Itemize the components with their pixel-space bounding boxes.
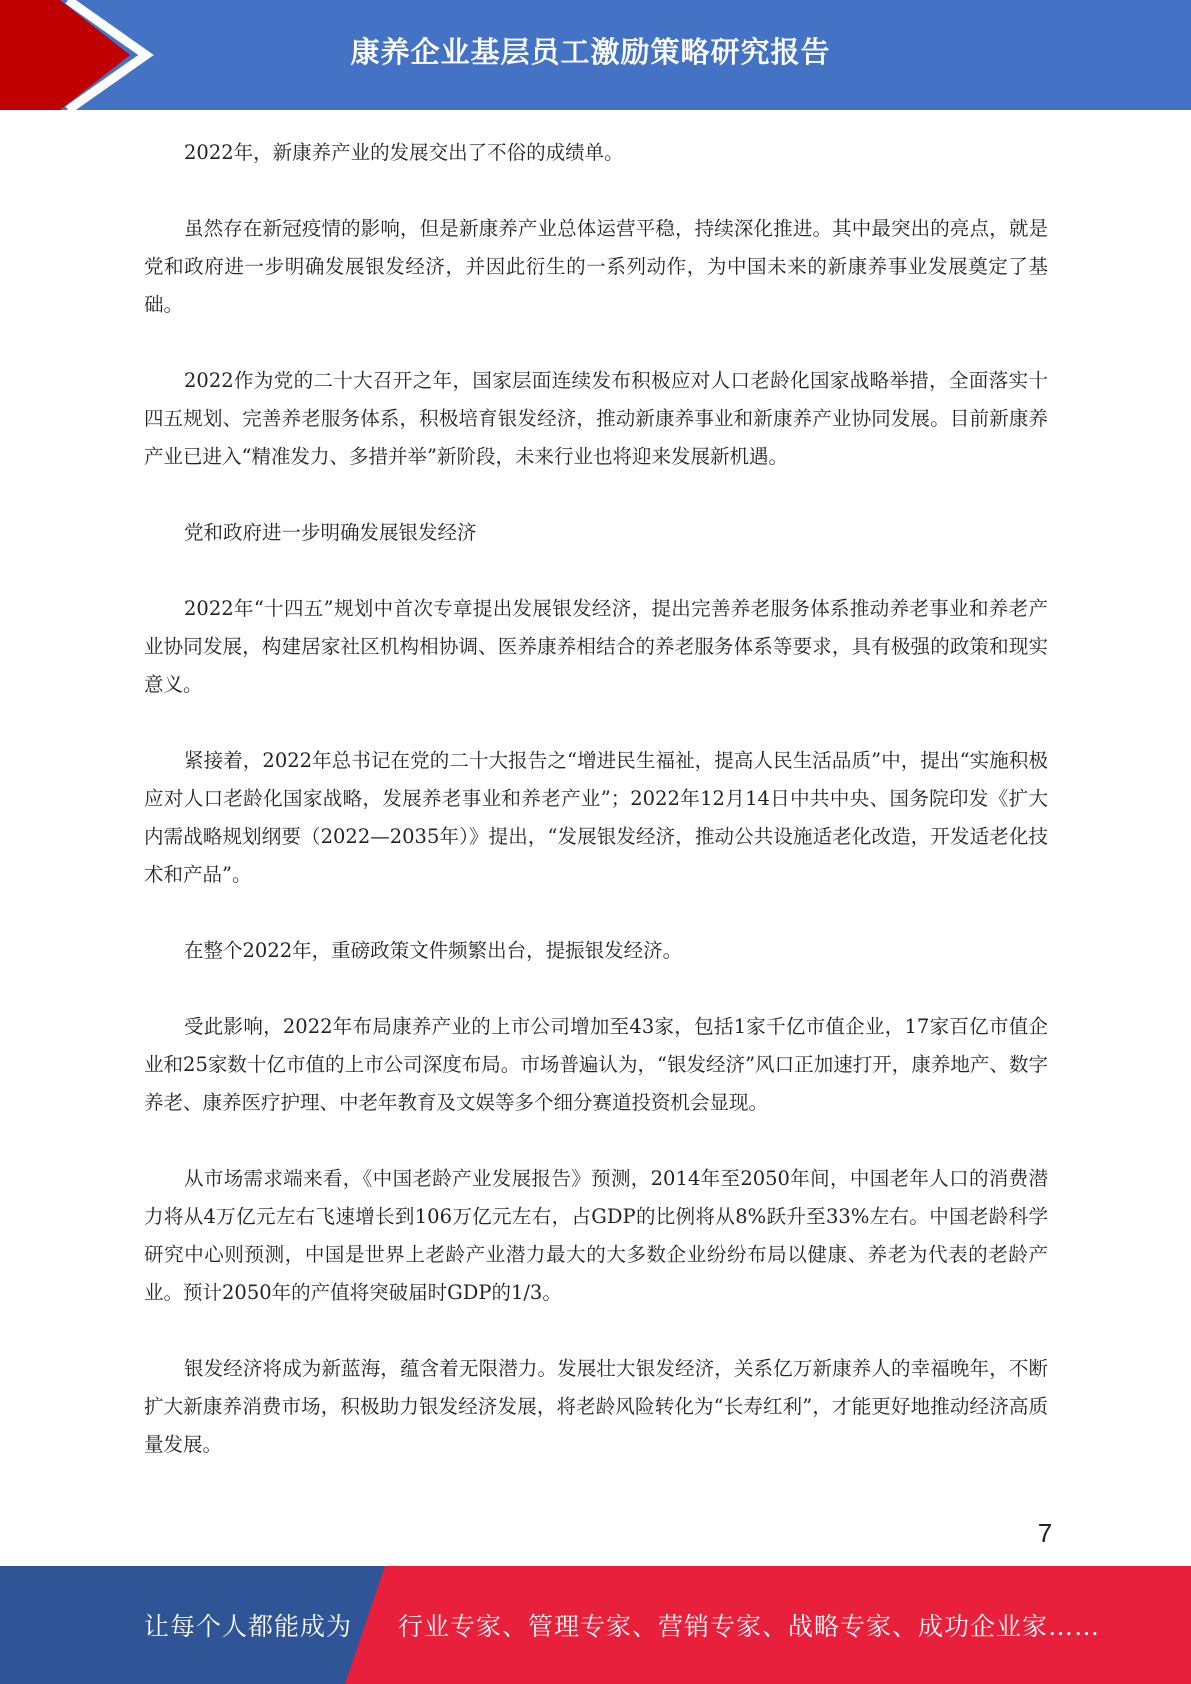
document-body [144, 134, 1048, 1502]
page-number: 7 [1037, 1518, 1053, 1548]
footer-slogan-right: 行业专家、管理专家、营销专家、战略专家、成功企业家…… [398, 1612, 1101, 1641]
paragraph-7: 在整个2022年，重磅政策文件频繁出台，提振银发经济。 [184, 939, 683, 962]
page-header [0, 0, 1191, 110]
paragraph-8: 受此影响，2022年布局康养产业的上市公司增加至43家，包括1家千亿市值企业，17家百亿市值企业和25家数十亿市值的上市公司深度布局。市场普遍认为，“银发经济”风口正加速打开，康养地产、数字养老、康养医疗护理、中老年教育及文娱等多个细分赛道投资机会显现。 [144, 1015, 1048, 1114]
paragraph-2: 虽然存在新冠疫情的影响，但是新康养产业总体运营平稳，持续深化推进。其中最突出的亮点，就是党和政府进一步明确发展银发经济，并因此衍生的一系列动作，为中国未来的新康养事业发展奠定了基础。 [144, 217, 1048, 316]
paragraph-5: 2022年“十四五”规划中首次专章提出发展银发经济，提出完善养老服务体系推动养老事业和养老产业协同发展，构建居家社区机构相协调、医养康养相结合的养老服务体系等要求，具有极强的政策和现实意义。 [144, 597, 1048, 696]
section-heading: 党和政府进一步明确发展银发经济 [184, 521, 477, 544]
header-title: 康养企业基层员工激励策略研究报告 [350, 34, 831, 69]
page-footer [0, 1566, 1191, 1684]
footer-slogan-left: 让每个人都能成为 [144, 1612, 353, 1641]
paragraph-3: 2022作为党的二十大召开之年，国家层面连续发布积极应对人口老龄化国家战略举措，全面落实十四五规划、完善养老服务体系，积极培育银发经济，推动新康养事业和新康养产业协同发展。目前新康养产业已进入“精准发力、多措并举”新阶段，未来行业也将迎来发展新机遇。 [144, 369, 1048, 468]
paragraph-9: 从市场需求端来看，《中国老龄产业发展报告》预测，2014年至2050年间，中国老年人口的消费潜力将从4万亿元左右飞速增长到106万亿元左右，占GDP的比例将从8%跃升至33%左右。中国老龄科学研究中心则预测，中国是世界上老龄产业潜力最大的大多数企业纷纷布局以健康、养老为代表的老龄产业。预计2050年的产值将突破届时GDP的1/3。 [144, 1167, 1048, 1304]
paragraph-6: 紧接着，2022年总书记在党的二十大报告之“增进民生福祉，提高人民生活品质”中，提出“实施积极应对人口老龄化国家战略，发展养老事业和养老产业”；2022年12月14日中共中央、国务院印发《扩大内需战略规划纲要（2022—2035年）》提出，“发展银发经济，推动公共设施适老化改造，开发适老化技术和产品”。 [144, 749, 1048, 886]
paragraph-10: 银发经济将成为新蓝海，蕴含着无限潜力。发展壮大银发经济，关系亿万新康养人的幸福晚年，不断扩大新康养消费市场，积极助力银发经济发展，将老龄风险转化为“长寿红利”，才能更好地推动经济高质量发展。 [144, 1357, 1048, 1456]
paragraph-1: 2022年，新康养产业的发展交出了不俗的成绩单。 [184, 141, 624, 164]
